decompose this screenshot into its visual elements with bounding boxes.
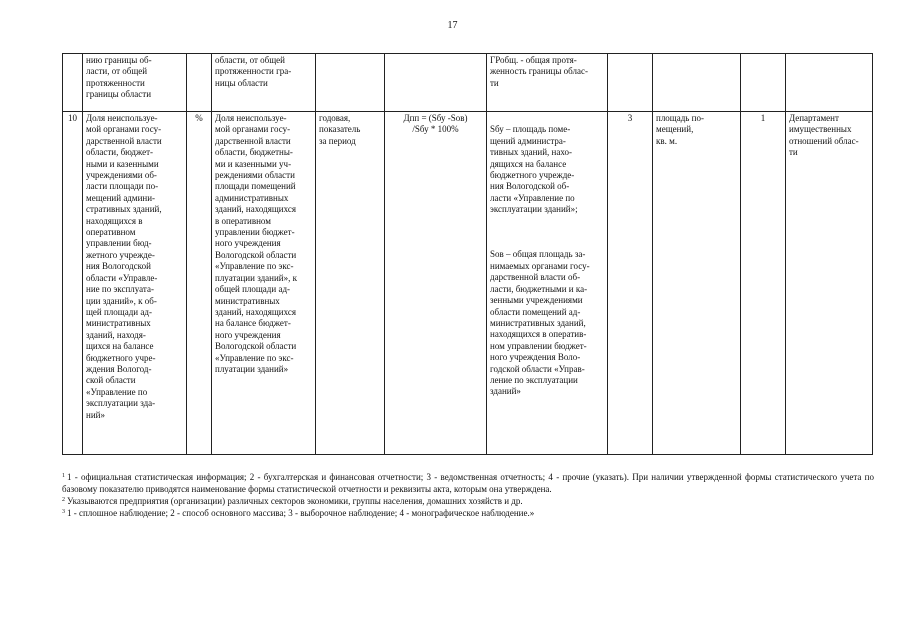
cell-source: 3: [608, 112, 653, 455]
page-number: 17: [447, 20, 458, 31]
cell-base: [653, 54, 741, 112]
footnote-1-text: 1 - официальная статистическая информация; 2 - бухгалтерская и финансовая отчетности; 3 - ведомственная отчетность; 4 - прочие (указать). При наличии утвержденной формы статистического учета по базовому показателю приводятся наименование формы статистической отчетности и реквизиты акта, которым она утверждена.: [62, 472, 874, 494]
cell-definition: области, от общей протяженности гра- ницы области: [212, 54, 316, 112]
cell-formula: [385, 54, 487, 112]
table-row-10: [63, 112, 873, 455]
cell-method: 1: [741, 112, 786, 455]
footnote-1-mark: 1: [62, 473, 65, 479]
cell-unit: [187, 54, 212, 112]
table-row-continuation: [63, 54, 873, 112]
cell-source: [608, 54, 653, 112]
cell-periodicity: годовая, показатель за период: [316, 112, 385, 455]
cell-number: 10: [63, 112, 83, 455]
footnote-3-mark: 3: [62, 509, 65, 515]
cell-number: [63, 54, 83, 112]
paragraph-gap: [490, 227, 604, 238]
cell-formula: Дпп = (Sбу -Sов) /Sбу * 100%: [385, 112, 487, 455]
indicator-table: [62, 53, 873, 455]
cell-name: Доля неиспользуе- мой органами госу- дарственной власти области, бюджет- ными и казенными учреждениями об- ласти площади по- мещений админи- стративных зданий, находящихся в оперативном управлении бюд- жетного учрежде- ния Вологодской области «Управле- ние по эксплуата- ции зданий», к об- щей площади ад- министративных зданий, находя- щихся на балансе бюджетного учре- ждения Вологод- ской области «Управление по эксплуатации зда- ний»: [83, 112, 187, 455]
variable-sbu: Sбу – площадь поме- щений администра- тивных зданий, нахо- дящихся на балансе бюджетного учрежде- ния Вологодской об- ласти «Управление по эксплуатации зданий»;: [490, 124, 578, 215]
footnote-3-text: 1 - сплошное наблюдение; 2 - способ основного массива; 3 - выборочное наблюдение; 4 - монографическое наблюдение.»: [67, 508, 535, 518]
variable-sov: Sов – общая площадь за- нимаемых органами госу- дарственной власти об- ласти, бюджетными и ка- зенными учреждениями области помещений ад- министративных зданий, находящихся в оператив- ном управлении бюджет- ного учреждения Воло- годской области «Управ- ление по эксплуатации зданий»: [490, 249, 590, 397]
cell-responsible: [786, 54, 873, 112]
footnotes: [62, 471, 874, 519]
footnote-3: [62, 507, 874, 519]
cell-unit: %: [187, 112, 212, 455]
footnote-2-mark: 2: [62, 497, 65, 503]
cell-responsible: Департамент имущественных отношений облас- ти: [786, 112, 873, 455]
cell-method: [741, 54, 786, 112]
cell-variables: [487, 112, 608, 455]
cell-base: площадь по- мещений, кв. м.: [653, 112, 741, 455]
cell-variables: ГРобщ. - общая протя- женность границы облас- ти: [487, 54, 608, 112]
footnote-1: [62, 471, 874, 495]
footnote-2: [62, 495, 874, 507]
footnote-2-text: Указываются предприятия (организации) различных секторов экономики, группы населения, домашних хозяйств и др.: [67, 496, 523, 506]
cell-definition: Доля неиспользуе- мой органами госу- дарственной власти области, бюджетны- ми и казенными уч- реждениями области площади помещений административных зданий, находящихся в оперативном управлении бюджет- ного учреждения Вологодской области «Управление по экс- плуатации зданий», к общей площади ад- министративных зданий, находящихся на балансе бюджет- ного учреждения Вологодской области «Управление по экс- плуатации зданий»: [212, 112, 316, 455]
cell-name: нию границы об- ласти, от общей протяженности границы области: [83, 54, 187, 112]
cell-periodicity: [316, 54, 385, 112]
